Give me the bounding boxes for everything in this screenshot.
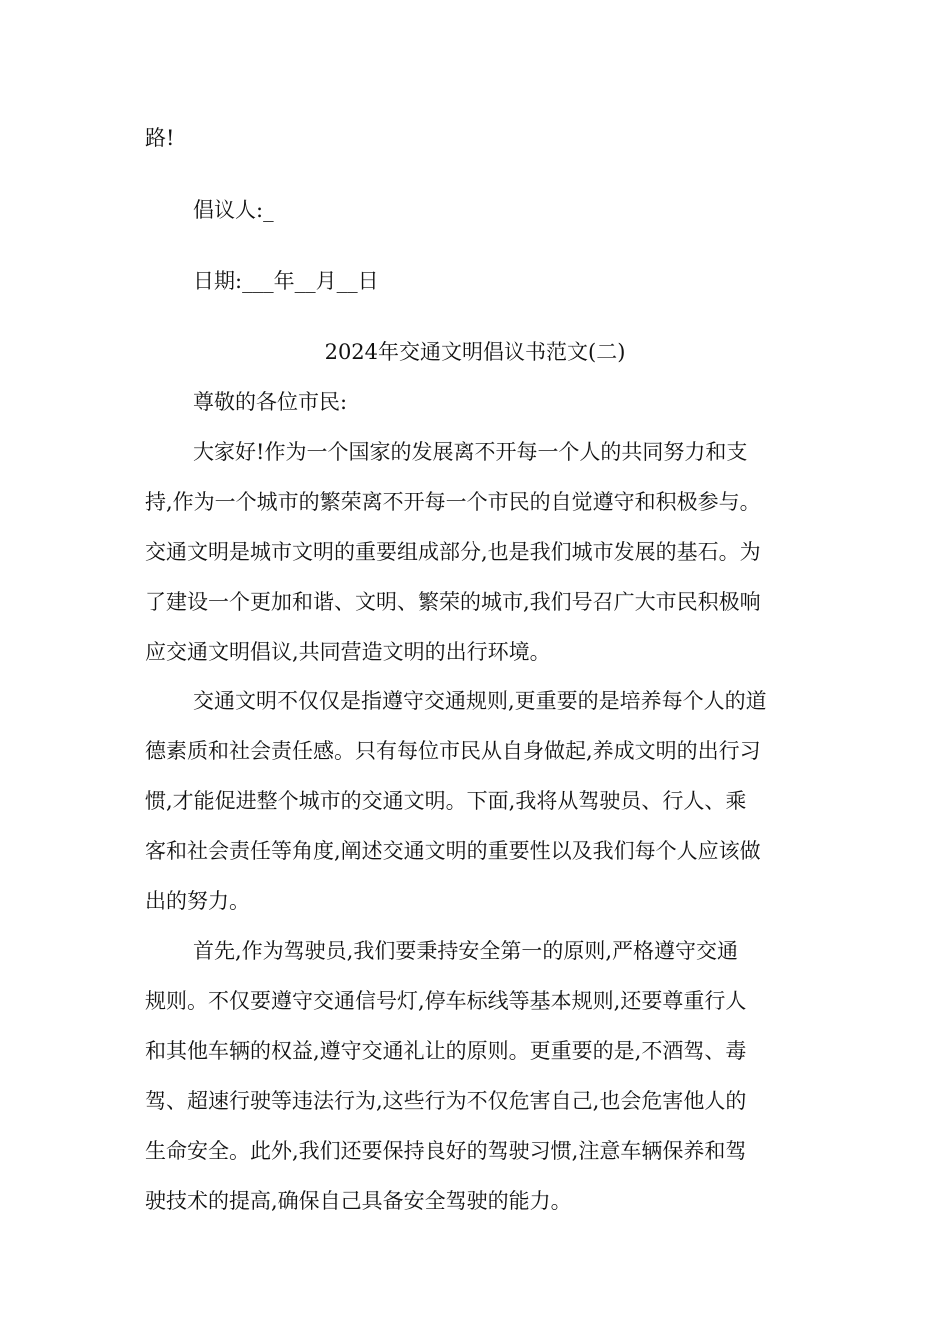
text-line: 持,作为一个城市的繁荣离不开每一个市民的自觉遵守和积极参与。 [145, 490, 761, 514]
text-line: 驾、超速行驶等违法行为,这些行为不仅危害自己,也会危害他人的 [145, 1089, 747, 1113]
text-line: 大家好!作为一个国家的发展离不开每一个人的共同努力和支 [193, 440, 748, 464]
text-line: 应交通文明倡议,共同营造文明的出行环境。 [145, 640, 551, 664]
text-line: 和其他车辆的权益,遵守交通礼让的原则。更重要的是,不酒驾、毒 [145, 1039, 747, 1063]
text-line: 驶技术的提高,确保自己具备安全驾驶的能力。 [145, 1189, 572, 1213]
date-line: 日期:___年__月__日 [193, 269, 379, 293]
text-line: 交通文明不仅仅是指遵守交通规则,更重要的是培养每个人的道 [193, 689, 767, 713]
text-line: 生命安全。此外,我们还要保持良好的驾驶习惯,注意车辆保养和驾 [145, 1139, 747, 1163]
text-line: 客和社会责任等角度,阐述交通文明的重要性以及我们每个人应该做 [145, 839, 761, 863]
text-line: 了建设一个更加和谐、文明、繁荣的城市,我们号召广大市民积极响 [145, 590, 761, 614]
proposer-line: 倡议人:_ [193, 198, 274, 222]
text-line: 首先,作为驾驶员,我们要秉持安全第一的原则,严格遵守交通 [193, 939, 739, 963]
document-title: 2024年交通文明倡议书范文(二) [324, 340, 626, 364]
text-line: 路! [145, 126, 175, 150]
text-line: 交通文明是城市文明的重要组成部分,也是我们城市发展的基石。为 [145, 540, 761, 564]
text-line: 惯,才能促进整个城市的交通文明。下面,我将从驾驶员、行人、乘 [145, 789, 747, 813]
text-line: 出的努力。 [145, 889, 250, 913]
text-line: 规则。不仅要遵守交通信号灯,停车标线等基本规则,还要尊重行人 [145, 989, 747, 1013]
text-line: 德素质和社会责任感。只有每位市民从自身做起,养成文明的出行习 [145, 739, 761, 763]
salutation: 尊敬的各位市民: [193, 390, 348, 414]
